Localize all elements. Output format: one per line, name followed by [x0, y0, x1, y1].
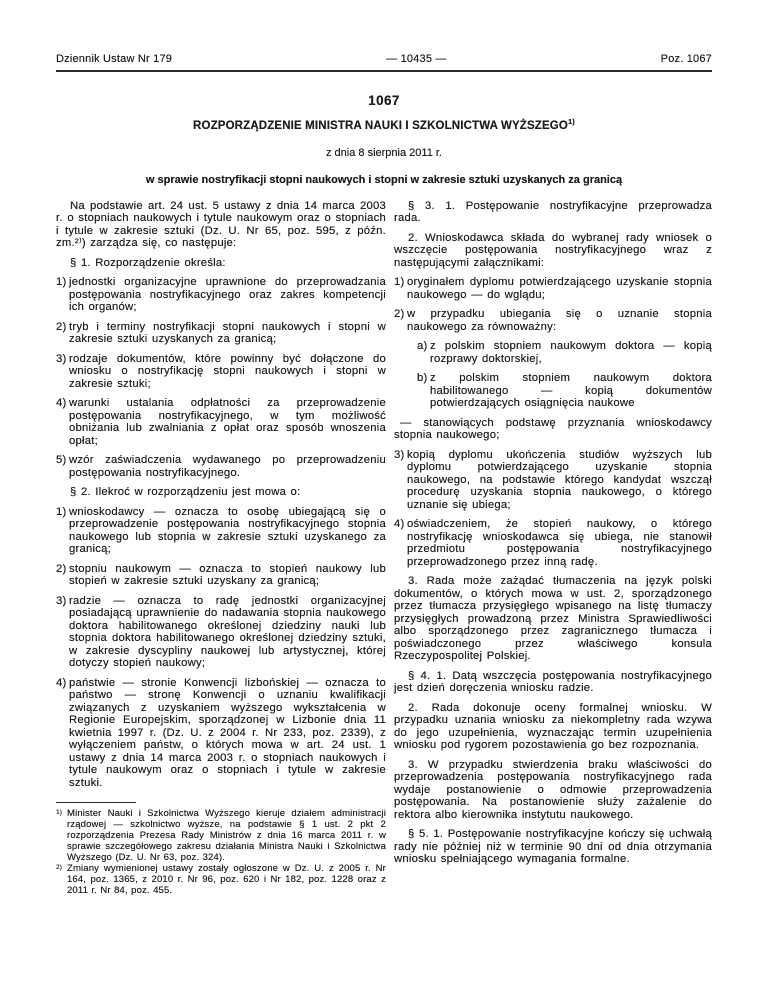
- sub-list-item: [417, 340, 712, 365]
- paragraph: 2. Wnioskodawca składa do wybranej rady wniosek o wszczęcie postępowania nostryfikacyjnego wraz z następującymi załącznikami:: [394, 231, 712, 269]
- list-item: [56, 353, 386, 391]
- list-marker: a): [417, 340, 428, 353]
- list-item: [56, 454, 386, 479]
- list-item-text: wzór zaświadczenia wydawanego po przeprowadzeniu postępowania nostryfikacyjnego.: [69, 454, 386, 479]
- list-item-text: oryginałem dyplomu potwierdzającego uzyskanie stopnia naukowego — do wglądu;: [407, 276, 712, 301]
- list-item-text: rodzaje dokumentów, które powinny być dołączone do wniosku o nostryfikację stopni naukowych i stopni w zakresie sztuki;: [69, 352, 386, 390]
- list-item-text: oświadczeniem, że stopień naukowy, o którego nostryfikację wnioskodawca się ubiega, nie stanowił przedmiotu postępowania nostryfikacyjnego przeprowadzonego przez inną radę.: [407, 518, 712, 568]
- act-subject: w sprawie nostryfikacji stopni naukowych i stopni w zakresie sztuki uzyskanych za granicą: [145, 173, 623, 186]
- list-marker: 3): [56, 594, 67, 607]
- list-item-text: z polskim stopniem naukowym doktora habilitowanego — kopią dokumentów potwierdzających osiągnięcia naukowe: [430, 372, 712, 410]
- list-marker: b): [417, 372, 428, 385]
- paragraph: § 3. 1. Postępowanie nostryfikacyjne przeprowadza rada.: [394, 199, 712, 225]
- paragraph: § 1. Rozporządzenie określa:: [70, 256, 226, 269]
- position-number: Poz. 1067: [660, 53, 712, 65]
- left-column: [56, 200, 386, 897]
- right-column: [394, 200, 712, 897]
- footnote-rule: [56, 802, 136, 803]
- paragraph: 3. W przypadku stwierdzenia braku właściwości do przeprowadzenia postępowania nostryfikacyjnego rada wydaje postanowienie o odmowie przeprowadzenia postępowania. Na postanowienie służy zażalenie do rektora albo kierownika instytutu naukowego.: [394, 758, 712, 821]
- paragraph: Na podstawie art. 24 ust. 5 ustawy z dnia 14 marca 2003 r. o stopniach naukowych i tytule naukowym oraz o stopniach i tytule w zakresie sztuki (Dz. U. Nr 65, poz. 595, z późn. zm.²⁾) zarządza się, co następuje:: [56, 199, 386, 250]
- list-marker: 4): [56, 676, 67, 689]
- sub-list-item: [417, 372, 712, 410]
- list-item-text: państwie — stronie Konwencji lizbońskiej — oznacza to państwo — stronę Konwencji o uznaniu kwalifikacji związanych z uzyskaniem wyższego wykształcenia w Regionie Europejskim, sporządzonej w Lizbonie dnia 11 kwietnia 1997 r. (Dz. U. z 2004 r. Nr 233, poz. 2339), z wyłączeniem państw, o których mowa w art. 24 ust. 1 ustawy z dnia 14 marca 2003 r. o stopniach naukowych i tytule naukowym oraz o stopniach i tytule w zakresie sztuki.: [69, 676, 386, 789]
- footnote: [56, 864, 386, 896]
- list-marker: 5): [56, 454, 67, 467]
- paragraph: 3. Rada może zażądać tłumaczenia na język polski dokumentów, o których mowa w ust. 2, sporządzonego przez tłumacza przysięgłego wpisanego na listę tłumaczy przysięgłych prowadzoną przez Ministra Sprawiedliwości albo sporządzonego przez zagranicznego tłumacza i poświadczonego przez właściwego konsula Rzeczypospolitej Polskiej.: [394, 575, 712, 663]
- footnote: [56, 809, 386, 863]
- list-item: [394, 276, 712, 301]
- list-item-text: z polskim stopniem naukowym doktora — kopią rozprawy doktorskiej,: [430, 340, 712, 365]
- footnote-text: Minister Nauki i Szkolnictwa Wyższego kieruje działem administracji rządowej — szkolnictwo wyższe, na podstawie § 1 ust. 2 pkt 2 rozporządzenia Prezesa Rady Ministrów z dnia 16 marca 2011 r. w sprawie szczegółowego zakresu działania Ministra Nauki i Szkolnictwa Wyższego (Dz. U. Nr 63, poz. 324).: [67, 808, 386, 863]
- list-item: [56, 276, 386, 314]
- list-item: [56, 397, 386, 447]
- list-item-text: stopniu naukowym — oznacza to stopień naukowy lub stopień w zakresie sztuki uzyskany za granicą;: [69, 562, 386, 588]
- act-number: 1067: [368, 93, 400, 108]
- running-head: [56, 53, 712, 65]
- list-marker: 2): [56, 562, 67, 575]
- list-item-text: wnioskodawcy — oznacza to osobę ubiegającą się o przeprowadzenie postępowania nostryfikacyjnego stopnia naukowego lub stopnia w zakresie sztuki uzyskanego za granicą;: [69, 505, 386, 556]
- list-marker: 3): [394, 448, 405, 461]
- list-marker: 4): [56, 397, 67, 410]
- dash-clause: — stanowiących podstawę przyznania wnioskodawcy stopnia naukowego;: [394, 416, 712, 442]
- list-item-text: jednostki organizacyjne uprawnione do przeprowadzania postępowania nostryfikacyjnego oraz zakres kompetencji ich organów;: [69, 276, 386, 314]
- footnote-text: Zmiany wymienionej ustawy zostały ogłoszone w Dz. U. z 2005 r. Nr 164, poz. 1365, z 2010 r. Nr 96, poz. 620 i Nr 182, poz. 1228 oraz z 2011 r. Nr 84, poz. 455.: [67, 863, 386, 896]
- list-marker: 2): [56, 320, 67, 333]
- page-number: — 10435 —: [386, 53, 447, 65]
- list-item: [56, 595, 386, 670]
- journal-name: Dziennik Ustaw Nr 179: [56, 53, 173, 65]
- list-marker: 1): [394, 276, 405, 289]
- list-marker: 3): [56, 352, 67, 365]
- list-item: [56, 563, 386, 588]
- list-item: [394, 308, 712, 333]
- body-columns: [56, 200, 712, 897]
- footnote-marker: 2): [56, 864, 63, 872]
- paragraph: 2. Rada dokonuje oceny formalnej wniosku. W przypadku uznania wniosku za niekompletny rada wzywa do jego uzupełnienia, wyznaczając termin uzupełnienia wniosku pod rygorem pozostawienia go bez rozpoznania.: [394, 701, 712, 752]
- list-marker: 1): [56, 505, 67, 518]
- list-item-text: w przypadku ubiegania się o uznanie stopnia naukowego za równoważny:: [407, 308, 712, 333]
- list-item-text: kopią dyplomu ukończenia studiów wyższych lub dyplomu potwierdzającego uzyskanie stopnia naukowego, na podstawie którego kandydat wszczął procedurę uzyskania stopnia naukowego, o którego uznanie się ubiega;: [407, 448, 712, 511]
- list-item-text: radzie — oznacza to radę jednostki organizacyjnej posiadającą uprawnienie do nadawania stopnia naukowego doktora habilitowanego określonej dziedziny nauki lub stopnia doktora habilitowanego określonej dziedziny sztuki, w zakresie dyscypliny naukowej lub artystycznej, której dotyczy stopień naukowy;: [69, 594, 386, 670]
- act-title-text: ROZPORZĄDZENIE MINISTRA NAUKI I SZKOLNICTWA WYŻSZEGO: [193, 119, 568, 132]
- paragraph: § 4. 1. Datą wszczęcia postępowania nostryfikacyjnego jest dzień doręczenia wniosku radzie.: [394, 669, 712, 695]
- list-item: [56, 506, 386, 556]
- footnotes-section: [56, 802, 386, 896]
- list-marker: 1): [56, 276, 67, 289]
- footnote-marker: 1): [56, 809, 63, 817]
- list-marker: 2): [394, 308, 405, 321]
- title-block: [56, 93, 712, 186]
- list-item-text: warunki ustalania odpłatności za przeprowadzenie postępowania nostryfikacyjnego, w tym możliwość obniżania lub zwalniania z opłat oraz sposób wnoszenia opłat;: [69, 397, 386, 447]
- paragraph: § 5. 1. Postępowanie nostryfikacyjne kończy się uchwałą rady nie później niż w terminie 90 dni od dnia otrzymania wniosku spełniającego wymagania formalne.: [394, 828, 712, 866]
- list-marker: 4): [394, 518, 405, 531]
- act-title: [56, 117, 712, 132]
- act-title-footnote-ref: 1): [567, 117, 575, 126]
- act-date: z dnia 8 sierpnia 2011 r.: [326, 146, 442, 159]
- list-item: [56, 677, 386, 790]
- paragraph: § 2. Ilekroć w rozporządzeniu jest mowa o:: [70, 486, 301, 499]
- list-item: [394, 518, 712, 568]
- list-item: [56, 321, 386, 346]
- list-item: [394, 449, 712, 512]
- header-rule: [56, 70, 712, 72]
- list-item-text: tryb i terminy nostryfikacji stopni naukowych i stopni w zakresie sztuki uzyskanych za granicą;: [69, 320, 386, 346]
